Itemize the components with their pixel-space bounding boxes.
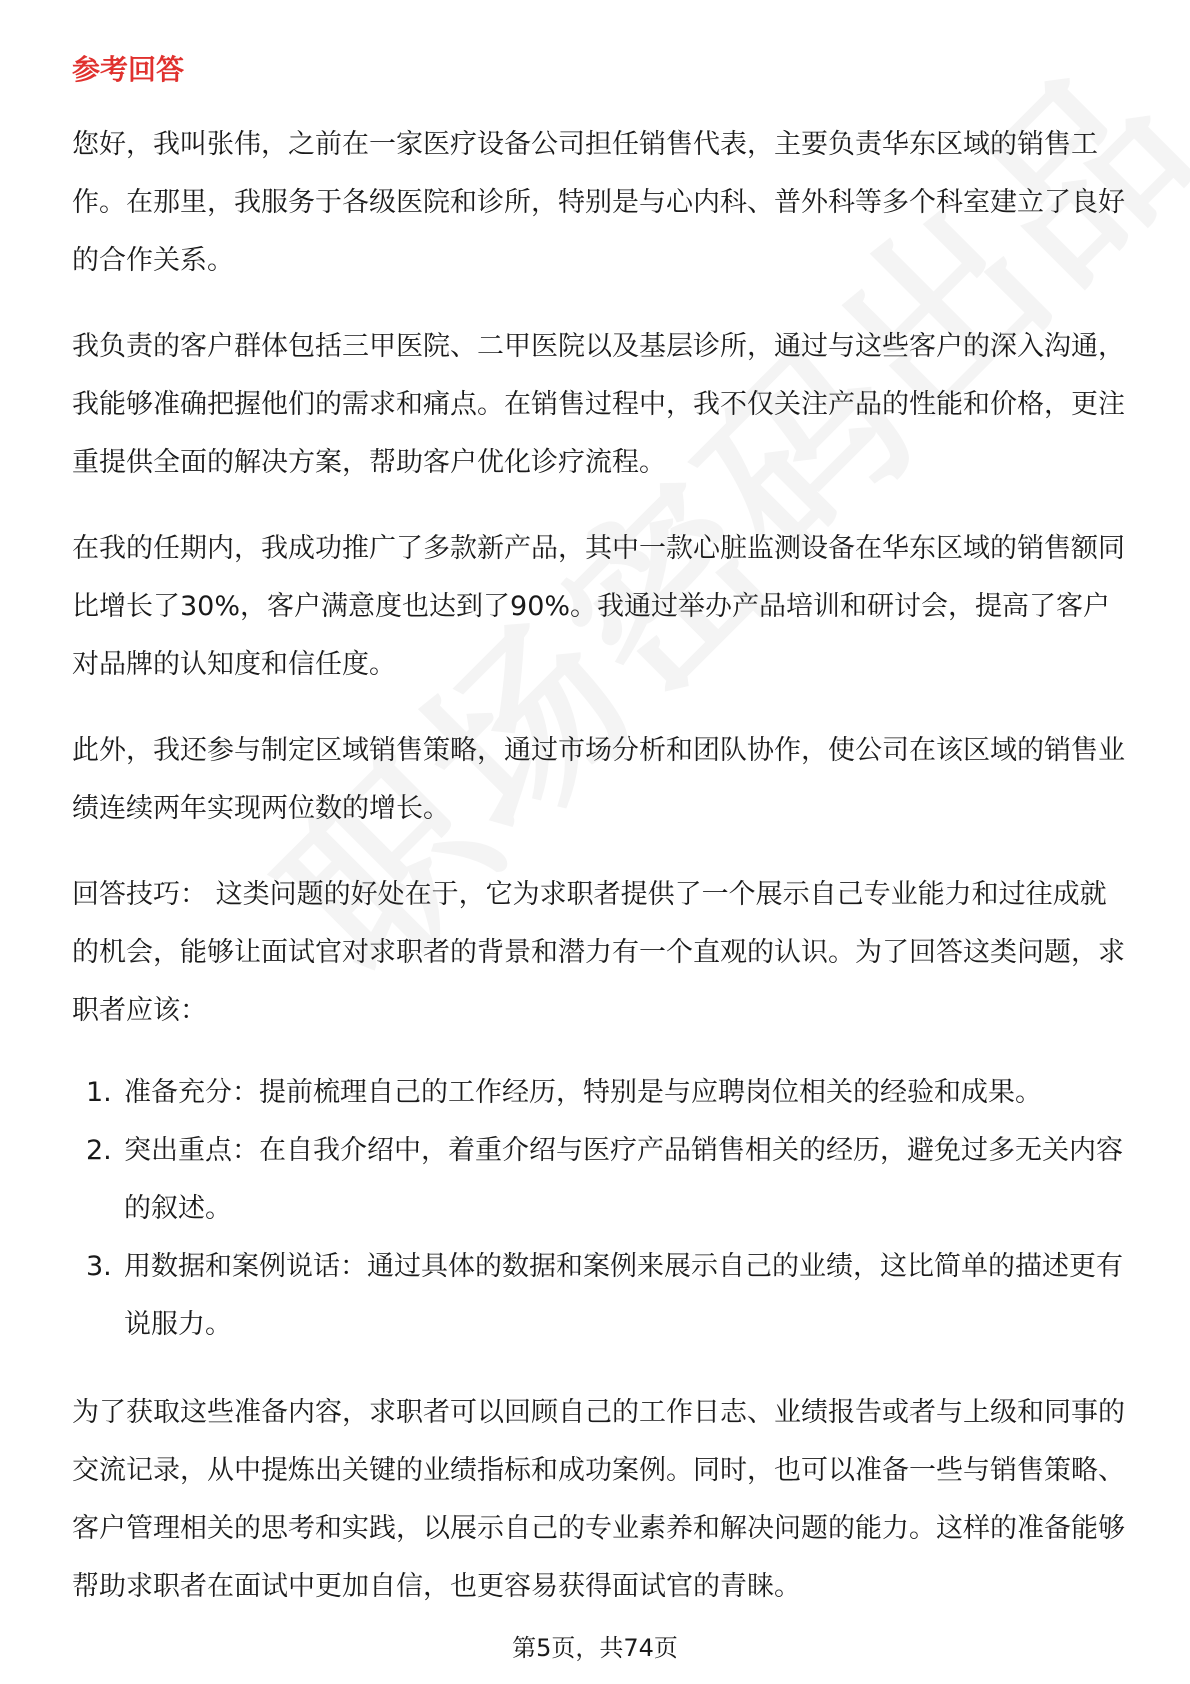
tips-list: [72, 1064, 1132, 1354]
list-item-number: 2.: [86, 1135, 112, 1166]
list-item-text: 突出重点：在自我介绍中，着重介绍与医疗产品销售相关的经历，避免过多无关内容的叙述。: [124, 1135, 1123, 1224]
list-item: [72, 1238, 1132, 1354]
list-item-text: 用数据和案例说话：通过具体的数据和案例来展示自己的业绩，这比简单的描述更有说服力。: [124, 1251, 1123, 1340]
list-item: [72, 1122, 1132, 1238]
section-title: 参考回答: [72, 53, 185, 86]
paragraph-strategy: 此外，我还参与制定区域销售策略，通过市场分析和团队协作，使公司在该区域的销售业绩连续两年实现两位数的增长。: [72, 735, 1125, 824]
paragraph-closing: 为了获取这些准备内容，求职者可以回顾自己的工作日志、业绩报告或者与上级和同事的交流记录，从中提炼出关键的业绩指标和成功案例。同时，也可以准备一些与销售策略、客户管理相关的思考和实践，以展示自己的专业素养和解决问题的能力。这样的准备能够帮助求职者在面试中更加自信，也更容易获得面试官的青睐。: [72, 1397, 1125, 1602]
list-item-number: 3.: [86, 1251, 112, 1282]
paragraph-achievements: 在我的任期内，我成功推广了多款新产品，其中一款心脏监测设备在华东区域的销售额同比增长了30%，客户满意度也达到了90%。我通过举办产品培训和研讨会，提高了客户对品牌的认知度和信任度。: [72, 533, 1125, 680]
paragraph-clients: 我负责的客户群体包括三甲医院、二甲医院以及基层诊所，通过与这些客户的深入沟通，我能够准确把握他们的需求和痛点。在销售过程中，我不仅关注产品的性能和价格，更注重提供全面的解决方案，帮助客户优化诊疗流程。: [72, 331, 1125, 478]
paragraph-tips-intro: 回答技巧： 这类问题的好处在于，它为求职者提供了一个展示自己专业能力和过往成就的机会，能够让面试官对求职者的背景和潜力有一个直观的认识。为了回答这类问题，求职者应该：: [72, 879, 1125, 1026]
list-item-text: 准备充分：提前梳理自己的工作经历，特别是与应聘岗位相关的经验和成果。: [124, 1077, 1042, 1108]
list-item-number: 1.: [86, 1077, 112, 1108]
paragraph-intro: 您好，我叫张伟，之前在一家医疗设备公司担任销售代表，主要负责华东区域的销售工作。在那里，我服务于各级医院和诊所，特别是与心内科、普外科等多个科室建立了良好的合作关系。: [72, 129, 1125, 276]
list-item: [72, 1064, 1132, 1122]
page-number: 第5页，共74页: [512, 1634, 678, 1662]
answer-content: [72, 116, 1132, 1644]
